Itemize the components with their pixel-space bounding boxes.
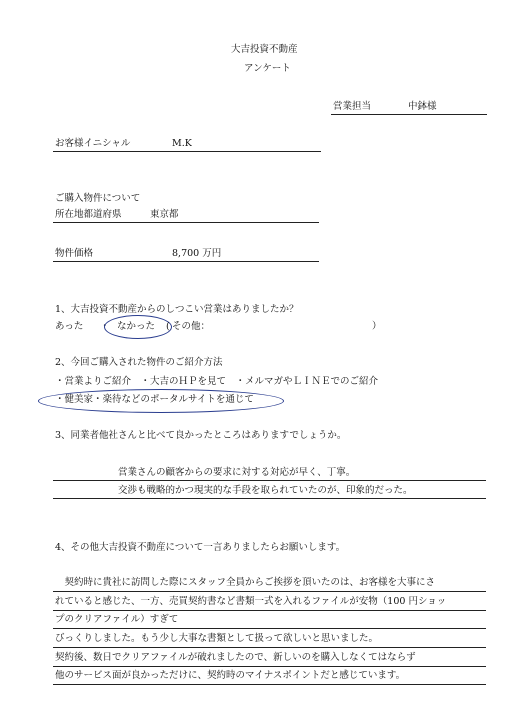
q4-answer-line1: 契約時に貴社に訪問した際にスタッフ全員からご挨拶を頂いたのは、お客様を大事にさ <box>55 577 436 588</box>
sales-rep-underline <box>331 114 487 115</box>
q4-answer-underline6 <box>53 684 486 685</box>
q4-answer-line6: 他のサービス面が良かっただけに、契約時のマイナスポイントだと感じています。 <box>55 670 406 681</box>
q3-answer-line1: 営業さんの顧客からの要求に対する対応が早く、丁寧。 <box>118 467 356 478</box>
q1-paren-open: ( <box>166 321 170 332</box>
prefecture-underline <box>53 222 319 223</box>
q4-answer-underline4 <box>53 647 486 648</box>
customer-initial-label: お客様イニシャル <box>55 138 131 149</box>
q4-question: 4、その他大吉投資不動産について一言ありましたらお願いします。 <box>55 542 346 553</box>
q4-answer-underline1 <box>53 591 486 592</box>
q2-options-line2: ・健美家・楽待などのポータルサイトを通じて <box>55 394 254 405</box>
q4-answer-line4: びっくりしました。もう少し大事な書類として扱って欲しいと思いました。 <box>55 633 379 644</box>
sales-rep-name: 中鉢様 <box>408 101 437 112</box>
q1-separator: ・ <box>100 321 110 332</box>
document-title: 大吉投資不動産 <box>231 44 298 55</box>
prefecture-label: 所在地都道府県 <box>55 209 122 220</box>
q2-question: 2、今回ご購入された物件のご紹介方法 <box>55 357 223 368</box>
q4-answer-underline2 <box>53 610 486 611</box>
document-subtitle: アンケート <box>244 63 291 74</box>
customer-initial-underline <box>53 151 321 152</box>
sales-rep-label: 営業担当 <box>333 101 372 112</box>
price-label: 物件価格 <box>55 248 94 259</box>
customer-initial-value: M.K <box>172 138 192 149</box>
property-heading: ご購入物件について <box>55 193 141 204</box>
q1-paren-close: ） <box>372 321 382 332</box>
q1-option-other: その他： <box>172 321 211 332</box>
q2-options-line1: ・営業よりご紹介 ・大吉のＨＰを見て ・メルマガやＬＩＮＥでのご紹介 <box>55 376 379 387</box>
q2-selected-circle <box>38 389 284 413</box>
q3-answer-underline2 <box>53 498 486 499</box>
q4-answer-line5: 契約後、数日でクリアファイルが破れましたので、新しいのを購入しなくてはならず <box>55 652 416 663</box>
q1-option-no: なかった <box>117 321 156 332</box>
q3-question: 3、同業者他社さんと比べて良かったところはありますでしょうか。 <box>55 430 347 441</box>
q4-answer-underline3 <box>53 628 486 629</box>
price-value: 8,700 万円 <box>172 248 222 259</box>
q1-option-yes: あった <box>55 321 84 332</box>
q4-answer-line2: れていると感じた、一方、売買契約書など書類一式を入れるファイルが安物（100 円ショッ <box>55 596 447 607</box>
q3-answer-underline1 <box>53 480 486 481</box>
q4-answer-line3: プのクリアファイル）すぎて <box>55 614 179 625</box>
q4-answer-underline5 <box>53 666 486 667</box>
price-underline <box>53 261 319 262</box>
q3-answer-line2: 交渉も戦略的かつ現実的な手段を取られていたのが、印象的だった。 <box>118 485 413 496</box>
prefecture-value: 東京都 <box>150 209 179 220</box>
q1-question: 1、大吉投資不動産からのしつこい営業はありましたか？ <box>55 304 299 315</box>
q1-selected-circle <box>104 315 172 339</box>
